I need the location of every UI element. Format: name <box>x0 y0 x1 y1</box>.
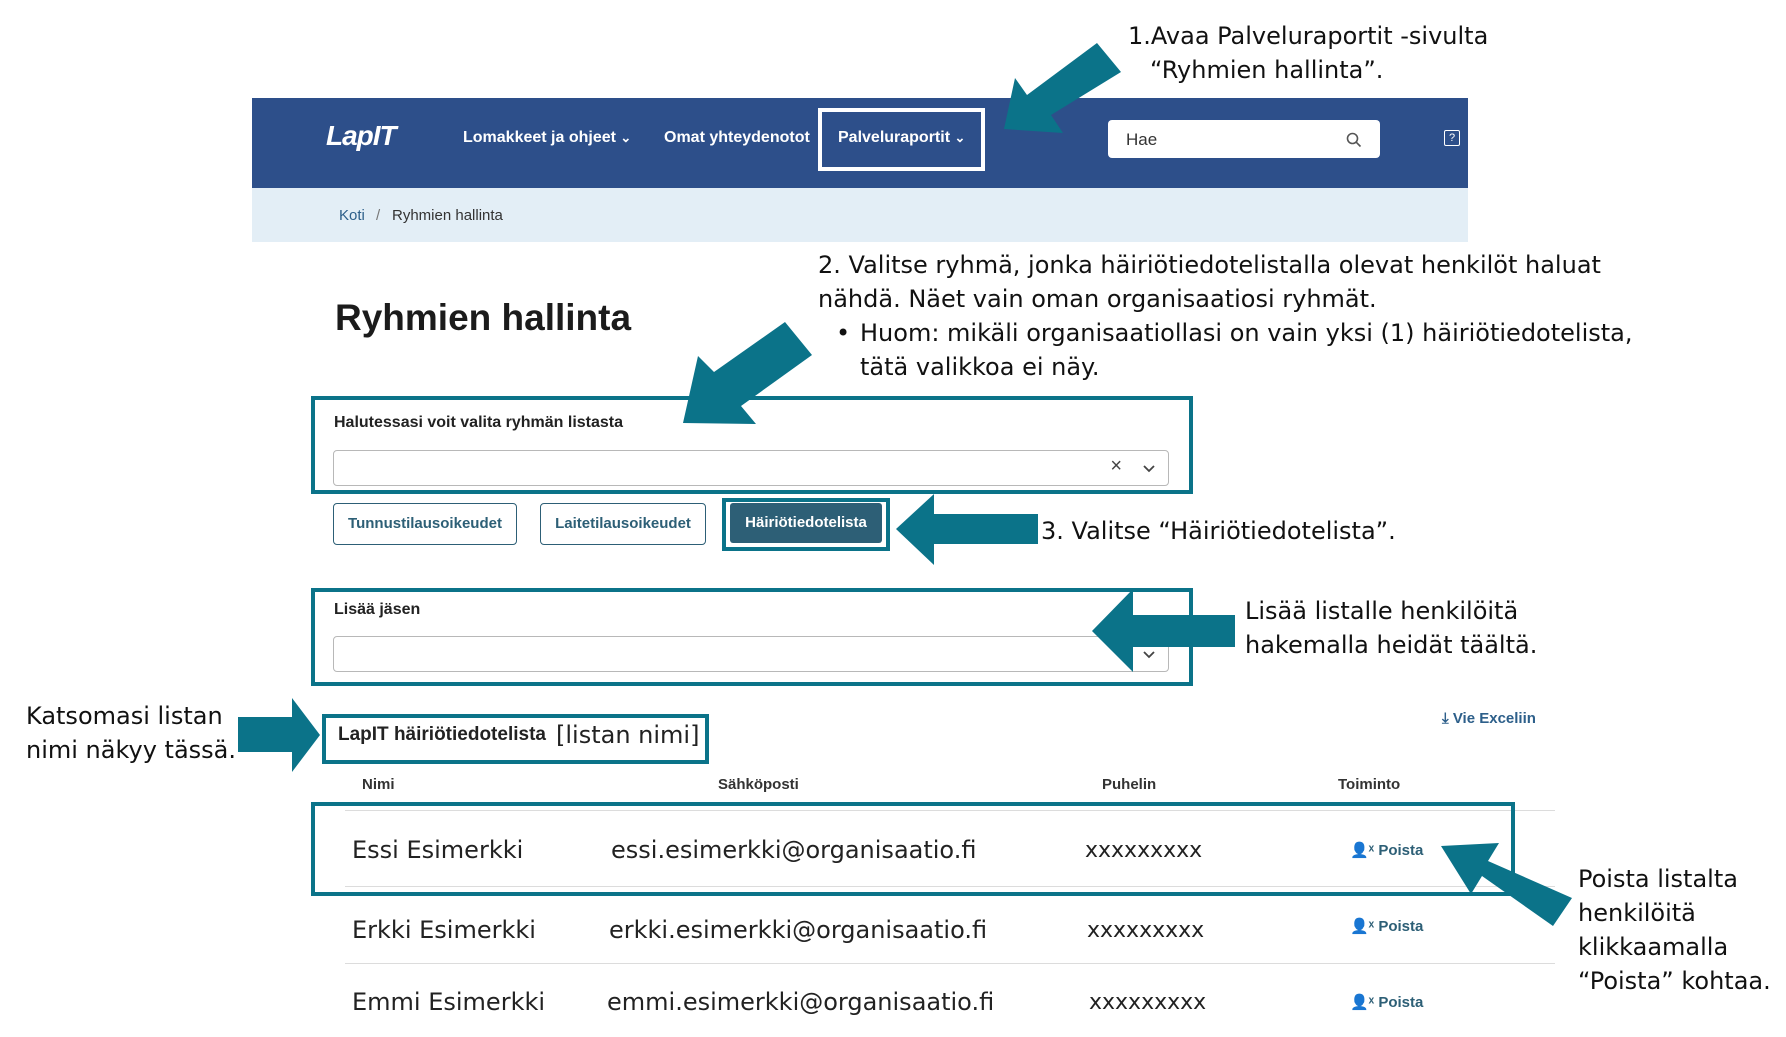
column-header-phone: Puhelin <box>1102 776 1157 793</box>
chevron-down-icon: ⌄ <box>954 130 966 145</box>
row-name: Erkki Esimerkki <box>352 916 536 944</box>
annotation-line: hakemalla heidät täältä. <box>1245 631 1538 659</box>
row-email: erkki.esimerkki@organisaatio.fi <box>609 916 988 944</box>
nav-item-omat-yhteydenotot[interactable]: Omat yhteydenotot <box>664 129 810 146</box>
arrow-icon <box>1004 43 1121 133</box>
annotation-line: nimi näkyy tässä. <box>26 736 237 764</box>
help-icon[interactable]: ? <box>1444 130 1460 146</box>
breadcrumb-separator: / <box>376 207 381 224</box>
annotation-line: 2. Valitse ryhmä, jonka häiriötiedotelistalla olevat henkilöt haluat <box>818 251 1601 279</box>
row-email: emmi.esimerkki@organisaatio.fi <box>607 988 995 1016</box>
remove-user-icon: 👤ˣ <box>1350 842 1375 859</box>
lapit-logo[interactable]: LapIT <box>326 120 396 151</box>
annotation-line: tätä valikkoa ei näy. <box>860 353 1100 381</box>
chevron-down-icon: ⌄ <box>620 130 632 145</box>
add-member-label: Lisää jäsen <box>334 601 421 618</box>
column-header-name: Nimi <box>362 776 395 793</box>
row-phone: xxxxxxxxx <box>1087 918 1205 943</box>
group-select-label: Halutessasi voit valita ryhmän listasta <box>334 414 624 431</box>
row-name: Emmi Esimerkki <box>352 988 546 1016</box>
list-name-placeholder: [listan nimi] <box>556 721 700 749</box>
bullet-icon: • <box>836 319 851 347</box>
arrow-icon <box>896 494 1038 565</box>
list-title: LapIT häiriötiedotelista <box>338 724 546 745</box>
annotation-line: “Ryhmien hallinta”. <box>1150 56 1384 84</box>
row-email: essi.esimerkki@organisaatio.fi <box>611 836 977 864</box>
remove-user-icon: 👤ˣ <box>1350 994 1375 1011</box>
arrow-icon <box>1092 589 1235 672</box>
search-placeholder: Hae <box>1126 130 1158 149</box>
tab-laitetilausoikeudet[interactable]: Laitetilausoikeudet <box>540 503 706 545</box>
annotation-line: klikkaamalla <box>1578 933 1729 961</box>
page-title: Ryhmien hallinta <box>335 297 632 338</box>
nav-item-label: Lomakkeet ja ohjeet <box>463 129 616 146</box>
column-header-email: Sähköposti <box>718 776 799 793</box>
column-header-action: Toiminto <box>1338 776 1401 793</box>
annotation-line: “Poista” kohtaa. <box>1578 967 1771 995</box>
breadcrumb-home[interactable]: Koti <box>339 207 365 224</box>
annotation-line: Huom: mikäli organisaatiollasi on vain yksi (1) häiriötiedotelista, <box>860 319 1633 347</box>
tab-hairiotiedotelista[interactable]: Häiriötiedotelista <box>730 503 882 543</box>
breadcrumb-current: Ryhmien hallinta <box>392 207 503 224</box>
remove-label: Poista <box>1378 918 1424 935</box>
nav-item-label: Palveluraportit <box>838 129 951 146</box>
arrow-icon <box>1441 843 1572 926</box>
annotation-line: Poista listalta <box>1578 865 1738 893</box>
remove-label: Poista <box>1378 994 1424 1011</box>
row-name: Essi Esimerkki <box>352 836 524 864</box>
row-phone: xxxxxxxxx <box>1085 838 1203 863</box>
annotation-line: nähdä. Näet vain oman organisaatiosi ryhmät. <box>818 285 1377 313</box>
row-phone: xxxxxxxxx <box>1089 990 1207 1015</box>
download-icon: ⤓ <box>1442 710 1449 727</box>
annotation-line: Katsomasi listan <box>26 702 223 730</box>
annotation-line: Lisää listalle henkilöitä <box>1245 597 1519 625</box>
arrow-icon <box>238 698 320 772</box>
annotation-step3: 3. Valitse “Häiriötiedotelista”. <box>1041 517 1396 545</box>
remove-label: Poista <box>1378 842 1424 859</box>
remove-user-icon: 👤ˣ <box>1350 918 1375 935</box>
arrow-icon <box>683 322 812 424</box>
clear-icon[interactable]: × <box>1110 455 1122 477</box>
export-excel-label: Vie Exceliin <box>1452 710 1536 727</box>
annotation-line: 1.Avaa Palveluraportit -sivulta <box>1128 22 1489 50</box>
tab-tunnustilausoikeudet[interactable]: Tunnustilausoikeudet <box>333 503 517 545</box>
annotation-line: henkilöitä <box>1578 899 1696 927</box>
